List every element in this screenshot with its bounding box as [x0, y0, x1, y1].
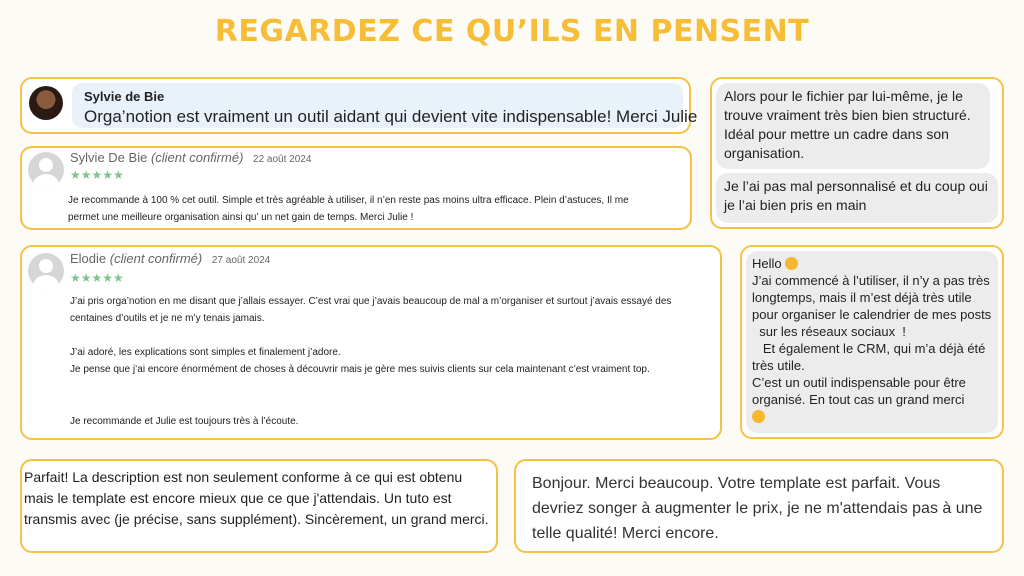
review-date: 22 août 2024: [253, 154, 312, 165]
review-text-line-1: Je recommande à 100 % cet outil. Simple et très agréable à utiliser, il n’en reste pas moins ultra efficace. Plein d’astuces, Il me: [68, 195, 629, 206]
message-bubble: [72, 83, 698, 128]
review-card-parfait: [20, 459, 498, 553]
greeting-text: Hello: [752, 256, 782, 271]
testimonial-chat-hello: [740, 245, 1004, 439]
review-text: Parfait! La description est non seulement conforme à ce qui est obtenu mais le template est encore mieux que ce que j'attendais. Un tuto est transmis avec (je précise, sans supplément). Sincèrement, un grand merci.: [24, 469, 489, 527]
message-bubble: Je l’ai pas mal personnalisé et du coup oui je l’ai bien pris en main: [716, 173, 998, 223]
confirmed-badge: (client confirmé): [150, 150, 244, 165]
review-date: 27 août 2024: [211, 255, 271, 266]
smile-emoji-icon: [752, 410, 765, 423]
review-paragraph-2b: Je pense que j’ai encore énormément de choses à découvrir mais je gère mes suivis clients sur cela maintenant c’est vraiment top.: [70, 364, 650, 375]
message-bubble: [746, 251, 998, 433]
reviewer-name: Elodie: [70, 251, 107, 266]
sender-name: Sylvie de Bie: [84, 89, 165, 104]
message-bubble: Alors pour le fichier par lui-même, je le trouve vraiment très bien bien structuré. Idéal pour mettre un cadre dans son organisation.: [716, 83, 990, 169]
review-paragraph-1: J’ai pris orga’notion en me disant que j’allais essayer. C’est vrai que j’avais beaucoup de mal a m’organiser et surtout j’avais essayé des centaines d’outils et je ne m’y tenais jamais.: [70, 296, 672, 324]
review-text-line-2: permet une meilleure organisation ainsi qu’ un net gain de temps. Merci Julie !: [68, 212, 414, 223]
reviewer-line: [70, 150, 311, 165]
review-card-sylvie: [20, 146, 692, 230]
message-text-2: Et également le CRM, qui m’a déjà été très utile.: [752, 341, 986, 373]
message-text: Orga’notion est vraiment un outil aidant qui devient vite indispensable! Merci Julie: [84, 107, 698, 126]
review-paragraph-3: Je recommande et Julie est toujours très à l’écoute.: [70, 416, 299, 427]
review-card-elodie: [20, 245, 722, 440]
review-text: Bonjour. Merci beaucoup. Votre template est parfait. Vous devriez songer à augmenter le prix, je ne m'attendais pas à une telle qualité! Merci encore.: [532, 475, 983, 542]
message-text-3: C’est un outil indispensable pour être organisé. En tout cas un grand merci: [752, 375, 966, 407]
review-paragraph-2a: J’ai adoré, les explications sont simples et finalement j’adore.: [70, 347, 341, 358]
confirmed-badge: (client confirmé): [109, 251, 203, 266]
page-title: REGARDEZ CE QU’ILS EN PENSENT: [214, 14, 810, 49]
avatar: [29, 86, 63, 120]
testimonial-chat-bubbles: [710, 77, 1004, 229]
avatar-placeholder-icon: [28, 253, 64, 289]
reviewer-name: Sylvie De Bie: [70, 150, 148, 165]
message-text-1: J’ai commencé à l’utiliser, il n’y a pas très longtemps, mais il m’est déjà très utile pour organiser le calendrier de mes posts sur les réseaux sociaux !: [752, 273, 992, 339]
star-rating: ★★★★★: [70, 168, 124, 182]
smile-emoji-icon: [785, 257, 798, 270]
review-card-bonjour: [514, 459, 1004, 553]
testimonial-chat-sylvie: [20, 77, 698, 134]
reviewer-line: [70, 251, 270, 266]
avatar-placeholder-icon: [28, 152, 64, 188]
star-rating: ★★★★★: [70, 271, 124, 285]
